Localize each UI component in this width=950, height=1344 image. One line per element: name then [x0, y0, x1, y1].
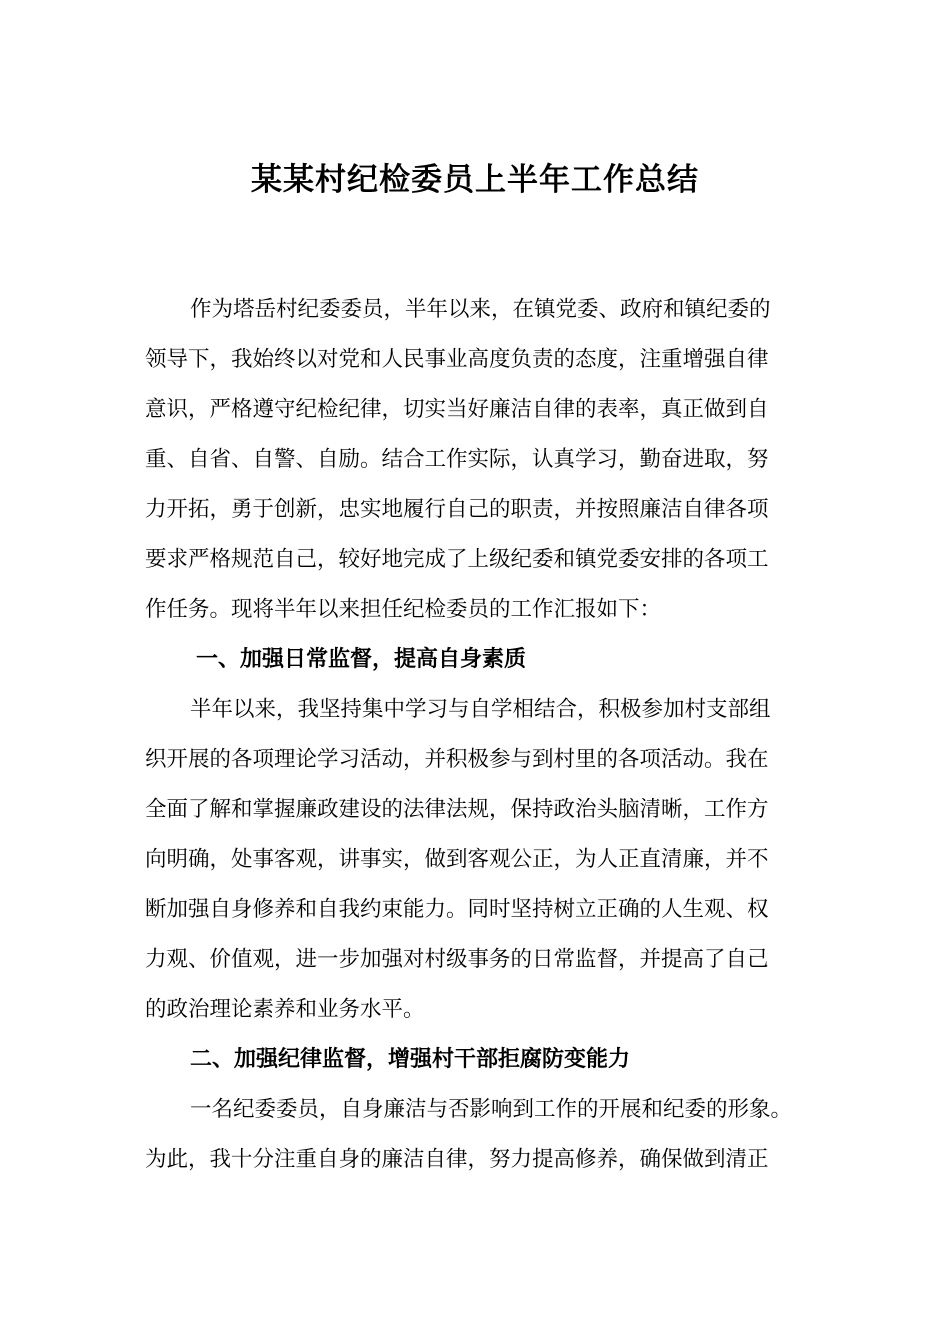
paragraph-line: 力观、价值观，进一步加强对村级事务的日常监督，并提高了自己 [145, 947, 769, 972]
paragraph-line: 意识，严格遵守纪检纪律，切实当好廉洁自律的表率，真正做到自 [145, 397, 769, 422]
section-heading-2: 二、加强纪律监督，增强村干部拒腐防变能力 [190, 1047, 631, 1072]
paragraph-line: 作为塔岳村纪委委员，半年以来，在镇党委、政府和镇纪委的 [190, 297, 771, 322]
paragraph-line: 断加强自身修养和自我约束能力。同时坚持树立正确的人生观、权 [145, 897, 769, 922]
paragraph-line: 作任务。现将半年以来担任纪检委员的工作汇报如下： [145, 597, 662, 622]
paragraph-line: 全面了解和掌握廉政建设的法律法规，保持政治头脑清晰，工作方 [145, 797, 769, 822]
paragraph-line: 向明确，处事客观，讲事实，做到客观公正，为人正直清廉，并不 [145, 847, 769, 872]
document-title: 某某村纪检委员上半年工作总结 [251, 162, 699, 198]
paragraph-line: 半年以来，我坚持集中学习与自学相结合，积极参加村支部组 [190, 697, 771, 722]
paragraph-line: 要求严格规范自己，较好地完成了上级纪委和镇党委安排的各项工 [145, 547, 769, 572]
paragraph-line: 织开展的各项理论学习活动，并积极参与到村里的各项活动。我在 [145, 747, 769, 772]
section-heading-1: 一、加强日常监督，提高自身素质 [196, 647, 527, 672]
paragraph-line: 领导下，我始终以对党和人民事业高度负责的态度，注重增强自律 [145, 347, 769, 372]
paragraph-line: 力开拓，勇于创新，忠实地履行自己的职责，并按照廉洁自律各项 [145, 497, 769, 522]
paragraph-line: 为此，我十分注重自身的廉洁自律，努力提高修养，确保做到清正 [145, 1147, 769, 1172]
paragraph-line: 一名纪委委员，自身廉洁与否影响到工作的开展和纪委的形象。 [190, 1097, 793, 1122]
paragraph-line: 重、自省、自警、自励。结合工作实际，认真学习，勤奋进取，努 [145, 447, 769, 472]
paragraph-line: 的政治理论素养和业务水平。 [145, 997, 425, 1022]
